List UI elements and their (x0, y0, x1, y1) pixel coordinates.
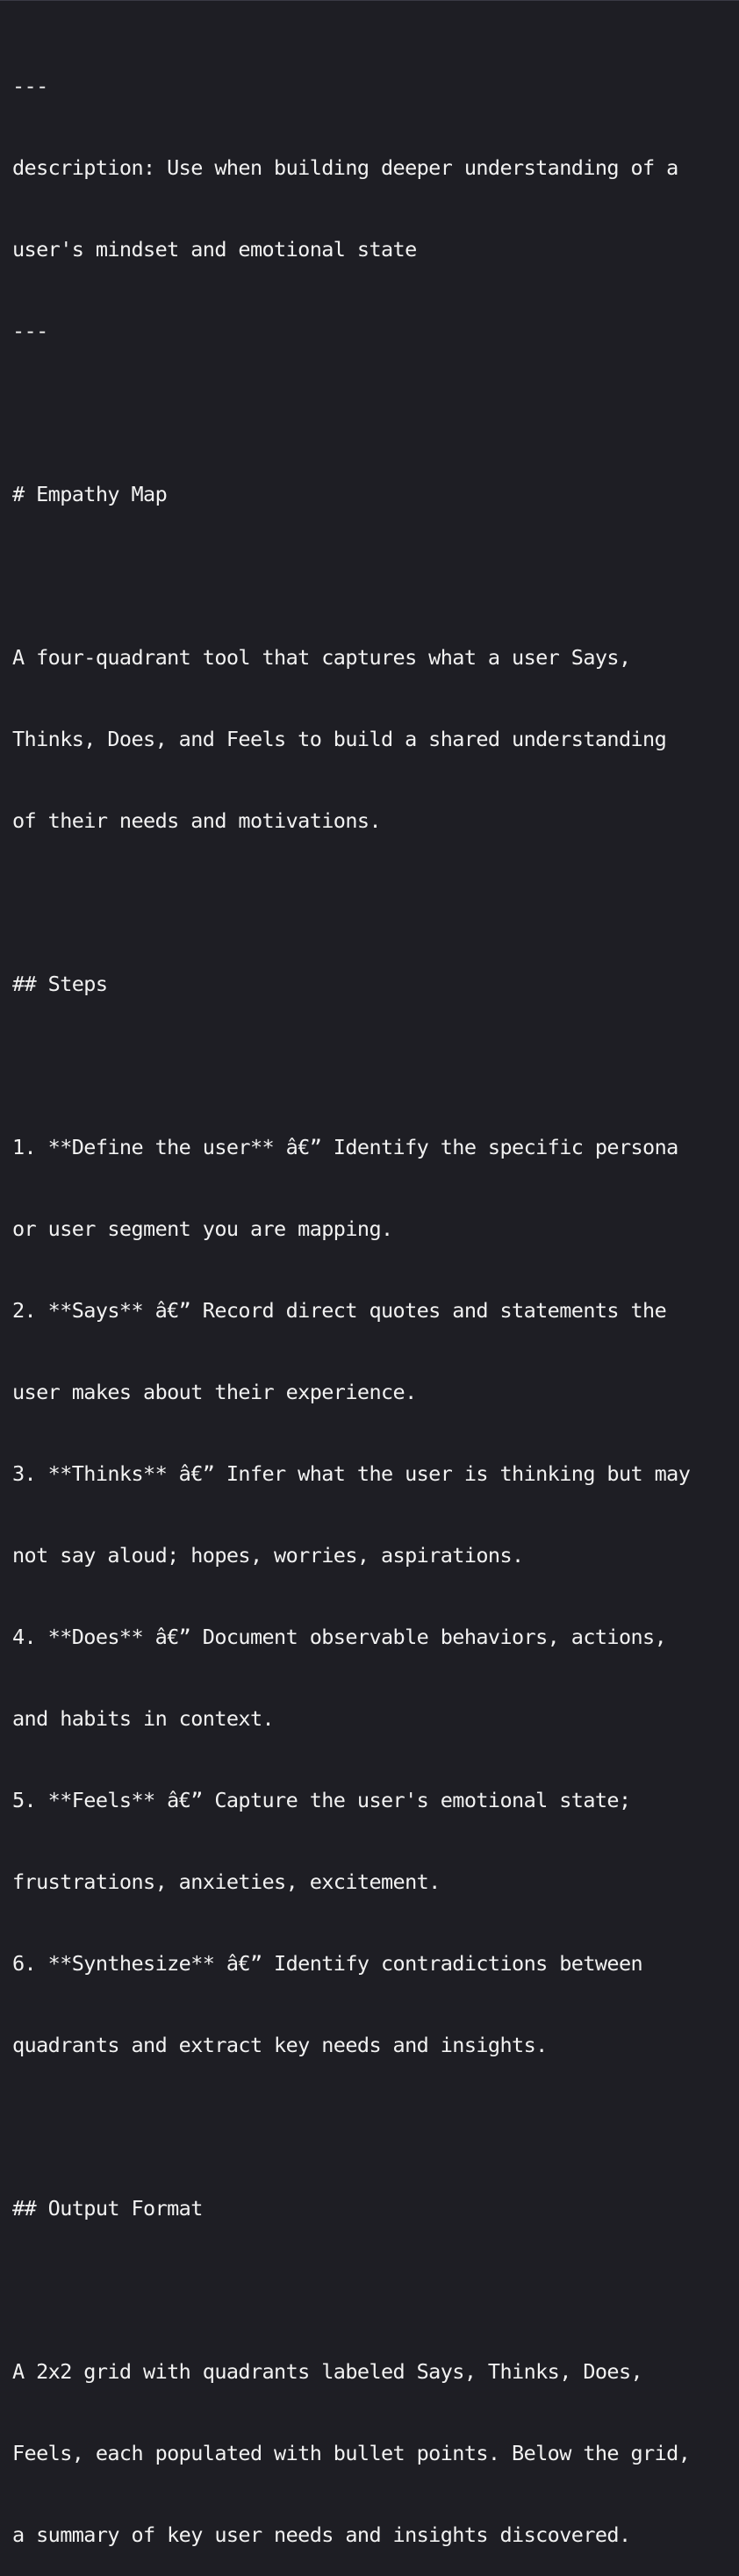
output-format-line-2: Feels, each populated with bullet points. Below the grid, (12, 2441, 691, 2465)
step-6-line-1: 6. **Synthesize** â€” Identify contradictions between (12, 1951, 643, 1976)
blank-line (12, 1052, 735, 1080)
step-6-line-2: quadrants and extract key needs and insights. (12, 2033, 548, 2057)
step-4-line-1: 4. **Does** â€” Document observable behaviors, actions, (12, 1625, 667, 1649)
blank-line (12, 889, 735, 916)
frontmatter-start: --- (12, 74, 48, 98)
step-5-line-1: 5. **Feels** â€” Capture the user's emotional state; (12, 1788, 631, 1812)
output-format-line-3: a summary of key user needs and insights discovered. (12, 2522, 631, 2547)
frontmatter-description-line-2: user's mindset and emotional state (12, 237, 417, 262)
step-5-line-2: frustrations, anxieties, excitement. (12, 1869, 441, 1894)
page-title: # Empathy Map (12, 482, 168, 506)
document-body (12, 18, 735, 2576)
step-4-line-2: and habits in context. (12, 1706, 275, 1731)
blank-line (12, 2277, 735, 2304)
frontmatter-end: --- (12, 319, 48, 343)
frontmatter-description-line-1: description: Use when building deeper understanding of a (12, 155, 678, 180)
intro-line-3: of their needs and motivations. (12, 808, 381, 833)
step-3-line-1: 3. **Thinks** â€” Infer what the user is thinking but may (12, 1461, 691, 1486)
output-format-line-1: A 2x2 grid with quadrants labeled Says, Thinks, Does, (12, 2359, 643, 2384)
step-2-line-1: 2. **Says** â€” Record direct quotes and statements the (12, 1298, 667, 1323)
step-2-line-2: user makes about their experience. (12, 1380, 417, 1404)
step-1-line-1: 1. **Define the user** â€” Identify the specific persona (12, 1135, 678, 1159)
blank-line (12, 2113, 735, 2141)
intro-line-2: Thinks, Does, and Feels to build a shared understanding (12, 727, 667, 751)
steps-heading: ## Steps (12, 972, 108, 996)
intro-line-1: A four-quadrant tool that captures what a user Says, (12, 645, 631, 670)
step-3-line-2: not say aloud; hopes, worries, aspirations. (12, 1543, 524, 1568)
blank-line (12, 399, 735, 427)
step-1-line-2: or user segment you are mapping. (12, 1216, 393, 1241)
blank-line (12, 563, 735, 590)
output-format-heading: ## Output Format (12, 2196, 203, 2221)
